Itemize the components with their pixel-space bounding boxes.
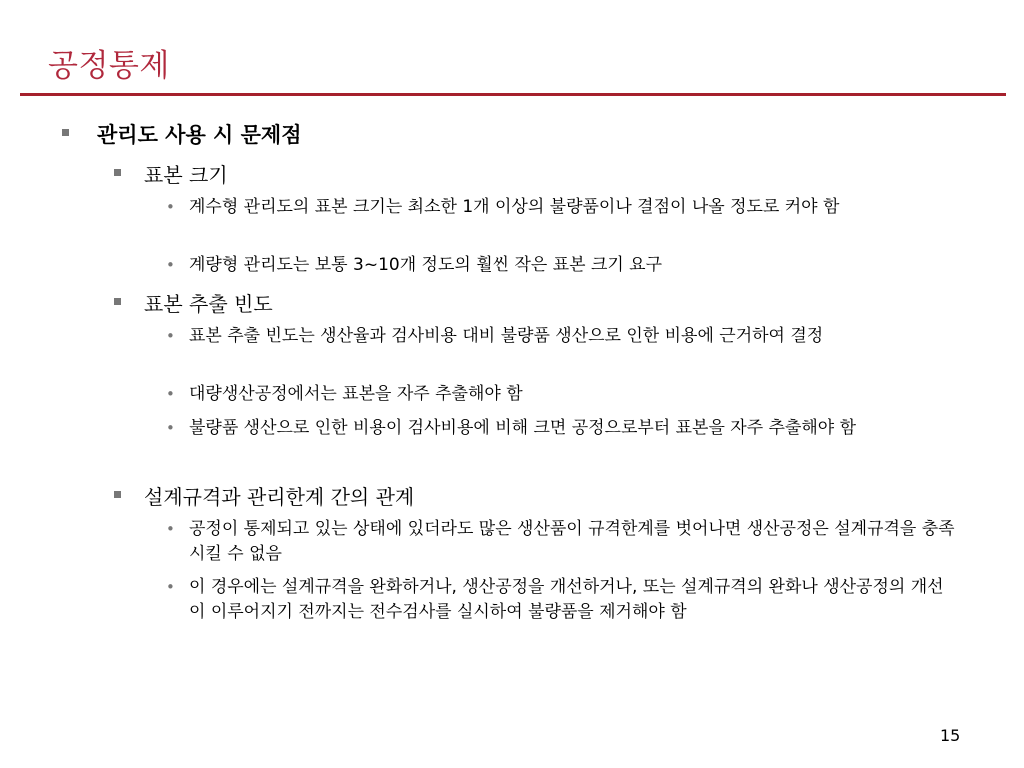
square-bullet-icon	[114, 298, 121, 305]
square-bullet-icon	[114, 491, 121, 498]
square-bullet-icon	[114, 169, 121, 176]
section-1-item-2: 불량품 생산으로 인한 비용이 검사비용에 비해 크면 공정으로부터 표본을 자주 추출해야 함	[189, 418, 857, 438]
section-label-sampling-frequency: 표본 추출 빈도	[144, 292, 273, 316]
section-1-item-1: 대량생산공정에서는 표본을 자주 추출해야 함	[189, 384, 523, 404]
dot-bullet-icon: •	[166, 385, 175, 403]
dot-bullet-icon: •	[166, 198, 175, 216]
slide-title: 공정통제	[48, 48, 170, 84]
title-divider	[20, 93, 1006, 96]
square-bullet-icon	[62, 129, 69, 136]
dot-bullet-icon: •	[166, 327, 175, 345]
section-0-item-1: 계량형 관리도는 보통 3~10개 정도의 훨씬 작은 표본 크기 요구	[189, 255, 663, 275]
page-number: 15	[940, 726, 961, 745]
section-0-item-0: 계수형 관리도의 표본 크기는 최소한 1개 이상의 불량품이나 결점이 나올 정도로 커야 함	[189, 197, 840, 217]
section-1-item-0: 표본 추출 빈도는 생산율과 검사비용 대비 불량품 생산으로 인한 비용에 근거하여 결정	[189, 326, 824, 346]
dot-bullet-icon: •	[166, 520, 175, 538]
dot-bullet-icon: •	[166, 419, 175, 437]
section-2-item-1: 이 경우에는 설계규격을 완화하거나, 생산공정을 개선하거나, 또는 설계규격의 완화나 생산공정의 개선이 이루어지기 전까지는 전수검사를 실시하여 불량품을 제거해야 함	[189, 577, 944, 622]
section-label-sample-size: 표본 크기	[144, 163, 228, 187]
main-heading: 관리도 사용 시 문제점	[97, 123, 302, 147]
section-label-spec-vs-control-limits: 설계규격과 관리한계 간의 관계	[144, 485, 415, 509]
dot-bullet-icon: •	[166, 256, 175, 274]
section-2-item-0: 공정이 통제되고 있는 상태에 있더라도 많은 생산품이 규격한계를 벗어나면 생산공정은 설계규격을 충족시킬 수 없음	[189, 519, 955, 564]
dot-bullet-icon: •	[166, 578, 175, 596]
